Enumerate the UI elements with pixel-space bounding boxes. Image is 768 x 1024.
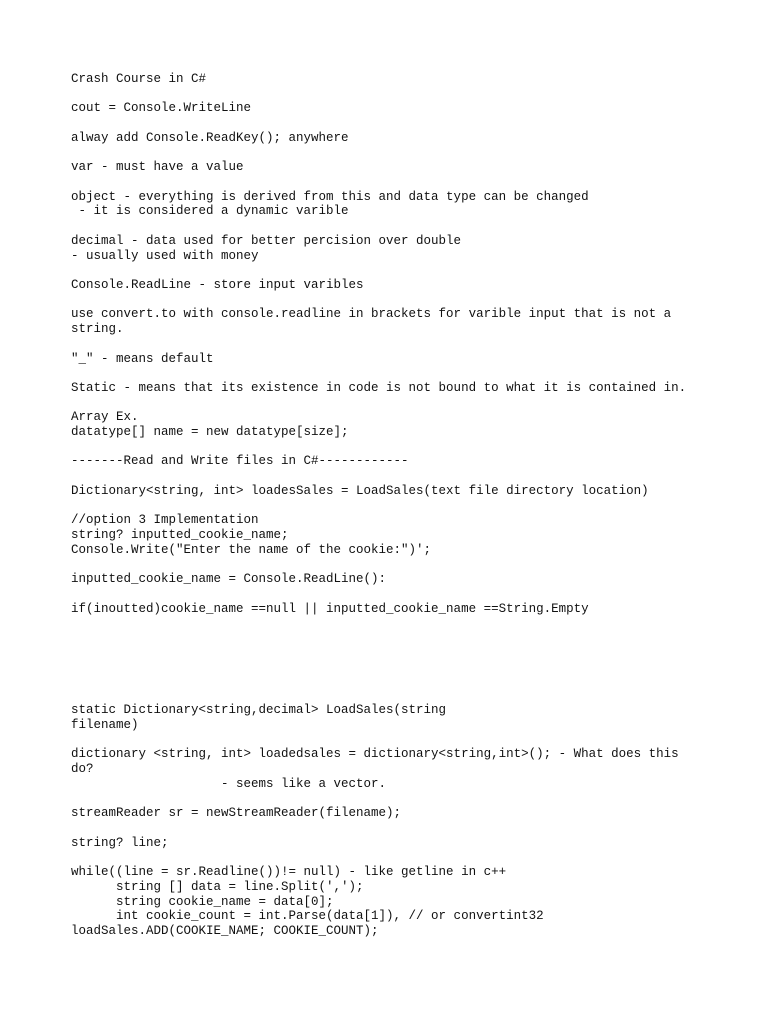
doc-note-var: var - must have a value [71, 160, 244, 175]
doc-code-dictionary: Dictionary<string, int> loadesSales = LoadSales(text file directory location) [71, 483, 649, 498]
doc-code-streamreader: streamReader sr = newStreamReader(filename); [71, 806, 402, 821]
doc-note-default: "_" - means default [71, 351, 214, 366]
doc-note-array: Array Ex. datatype[] name = new datatype[size]; [71, 410, 349, 440]
doc-code-loadsales: static Dictionary<string,decimal> LoadSales(string filename) [71, 703, 447, 732]
doc-code-readline: inputted_cookie_name = Console.ReadLine(): [71, 572, 387, 587]
doc-code-if: if(inoutted)cookie_name ==null || inputted_cookie_name ==String.Empty [71, 601, 589, 616]
doc-code-loadedsales: dictionary <string, int> loadedsales = dictionary<string,int>(); - What does this do? - seems like a vector. [71, 747, 679, 791]
doc-note-convert: use convert.to with console.readline in brackets for varible input that is not a string. [71, 307, 672, 337]
doc-note-readkey: alway add Console.ReadKey(); anywhere [71, 130, 349, 145]
doc-note-readline: Console.ReadLine - store input varibles [71, 277, 364, 292]
doc-section-heading: -------Read and Write files in C#------------ [71, 454, 409, 469]
doc-code-line: string? line; [71, 835, 169, 850]
blank-space [71, 631, 751, 703]
doc-note-static: Static - means that its existence in code is not bound to what it is contained in. [71, 380, 687, 395]
doc-code-option3: //option 3 Implementation string? inputted_cookie_name; Console.Write("Enter the name of the cookie:")'; [71, 513, 432, 557]
doc-title: Crash Course in C# [71, 72, 207, 86]
doc-note-object: object - everything is derived from this and data type can be changed - it is considered a dynamic varible [71, 189, 589, 219]
doc-note-decimal: decimal - data used for better percision over double - usually used with money [71, 233, 462, 263]
doc-note-cout: cout = Console.WriteLine [71, 101, 252, 116]
doc-code-while: while((line = sr.Readline())!= null) - like getline in c++ string [] data = line.Split(','); string cookie_name = data[0]; int cookie_count = int.Parse(data[1]), // or convertint32 loadSales.ADD(COOKIE_NAME; COOKIE_COUNT); [71, 864, 544, 939]
document-body [71, 72, 751, 954]
